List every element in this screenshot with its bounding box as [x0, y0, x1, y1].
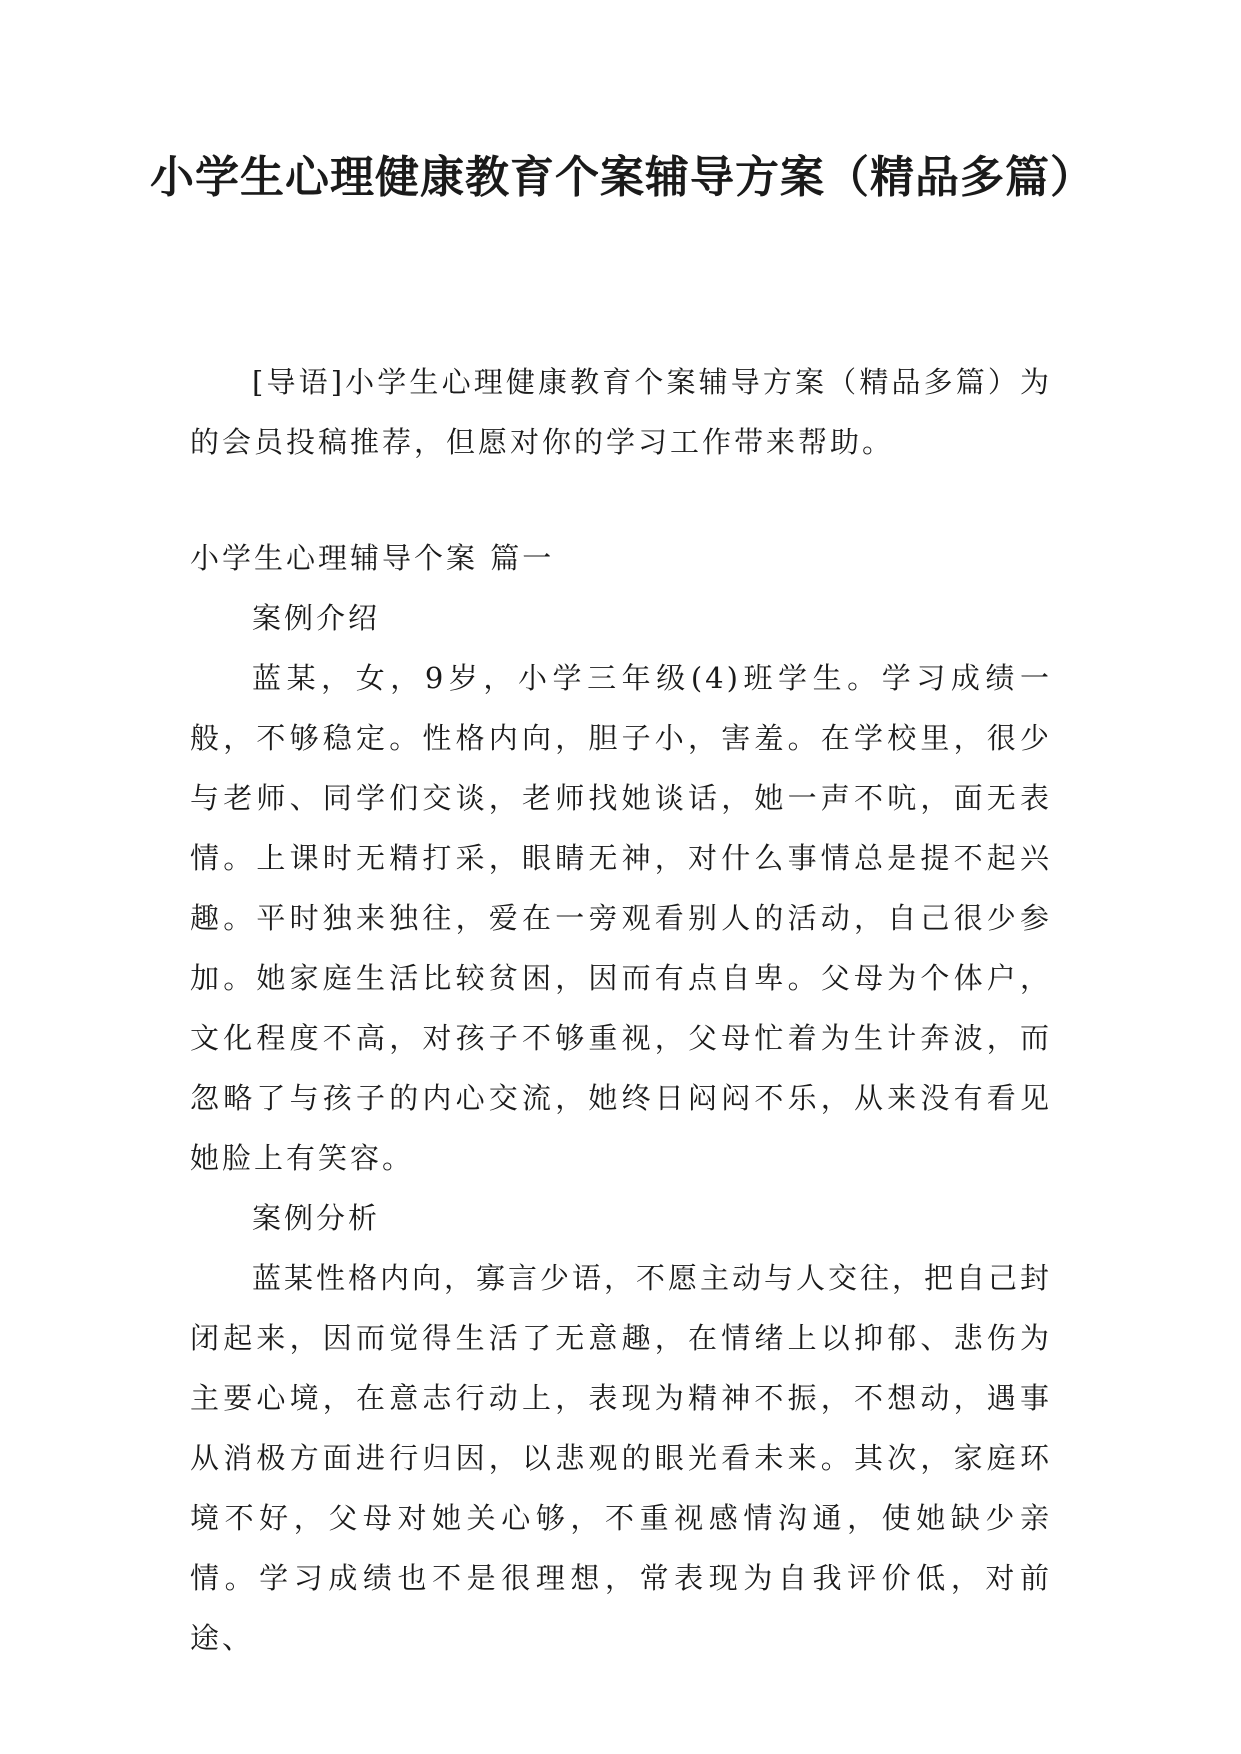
section-heading: 小学生心理辅导个案 篇一	[190, 541, 555, 575]
case-intro-paragraph: 蓝某，女，9岁，小学三年级(4)班学生。学习成绩一般，不够稳定。性格内向，胆子小，害羞。在学校里，很少与老师、同学们交谈，老师找她谈话，她一声不吭，面无表情。上课时无精打采，眼睛无神，对什么事情总是提不起兴趣。平时独来独往，爱在一旁观看别人的活动，自己很少参加。她家庭生活比较贫困，因而有点自卑。父母为个体户，文化程度不高，对孩子不够重视，父母忙着为生计奔波，而忽略了与孩子的内心交流，她终日闷闷不乐，从来没有看见她脸上有笑容。	[190, 661, 1052, 1175]
case-analysis-label: 案例分析	[252, 1201, 381, 1235]
case-intro-label: 案例介绍	[252, 601, 381, 635]
document-title: 小学生心理健康教育个案辅导方案（精品多篇）	[150, 152, 1095, 203]
document-body	[190, 352, 1052, 1668]
intro-paragraph: [导语]小学生心理健康教育个案辅导方案（精品多篇）为的会员投稿推荐，但愿对你的学习工作带来帮助。	[190, 365, 1052, 459]
case-analysis-paragraph: 蓝某性格内向，寡言少语，不愿主动与人交往，把自己封闭起来，因而觉得生活了无意趣，在情绪上以抑郁、悲伤为主要心境，在意志行动上，表现为精神不振，不想动，遇事从消极方面进行归因，以悲观的眼光看未来。其次，家庭环境不好，父母对她关心够，不重视感情沟通，使她缺少亲情。学习成绩也不是很理想，常表现为自我评价低，对前途、	[190, 1261, 1053, 1655]
